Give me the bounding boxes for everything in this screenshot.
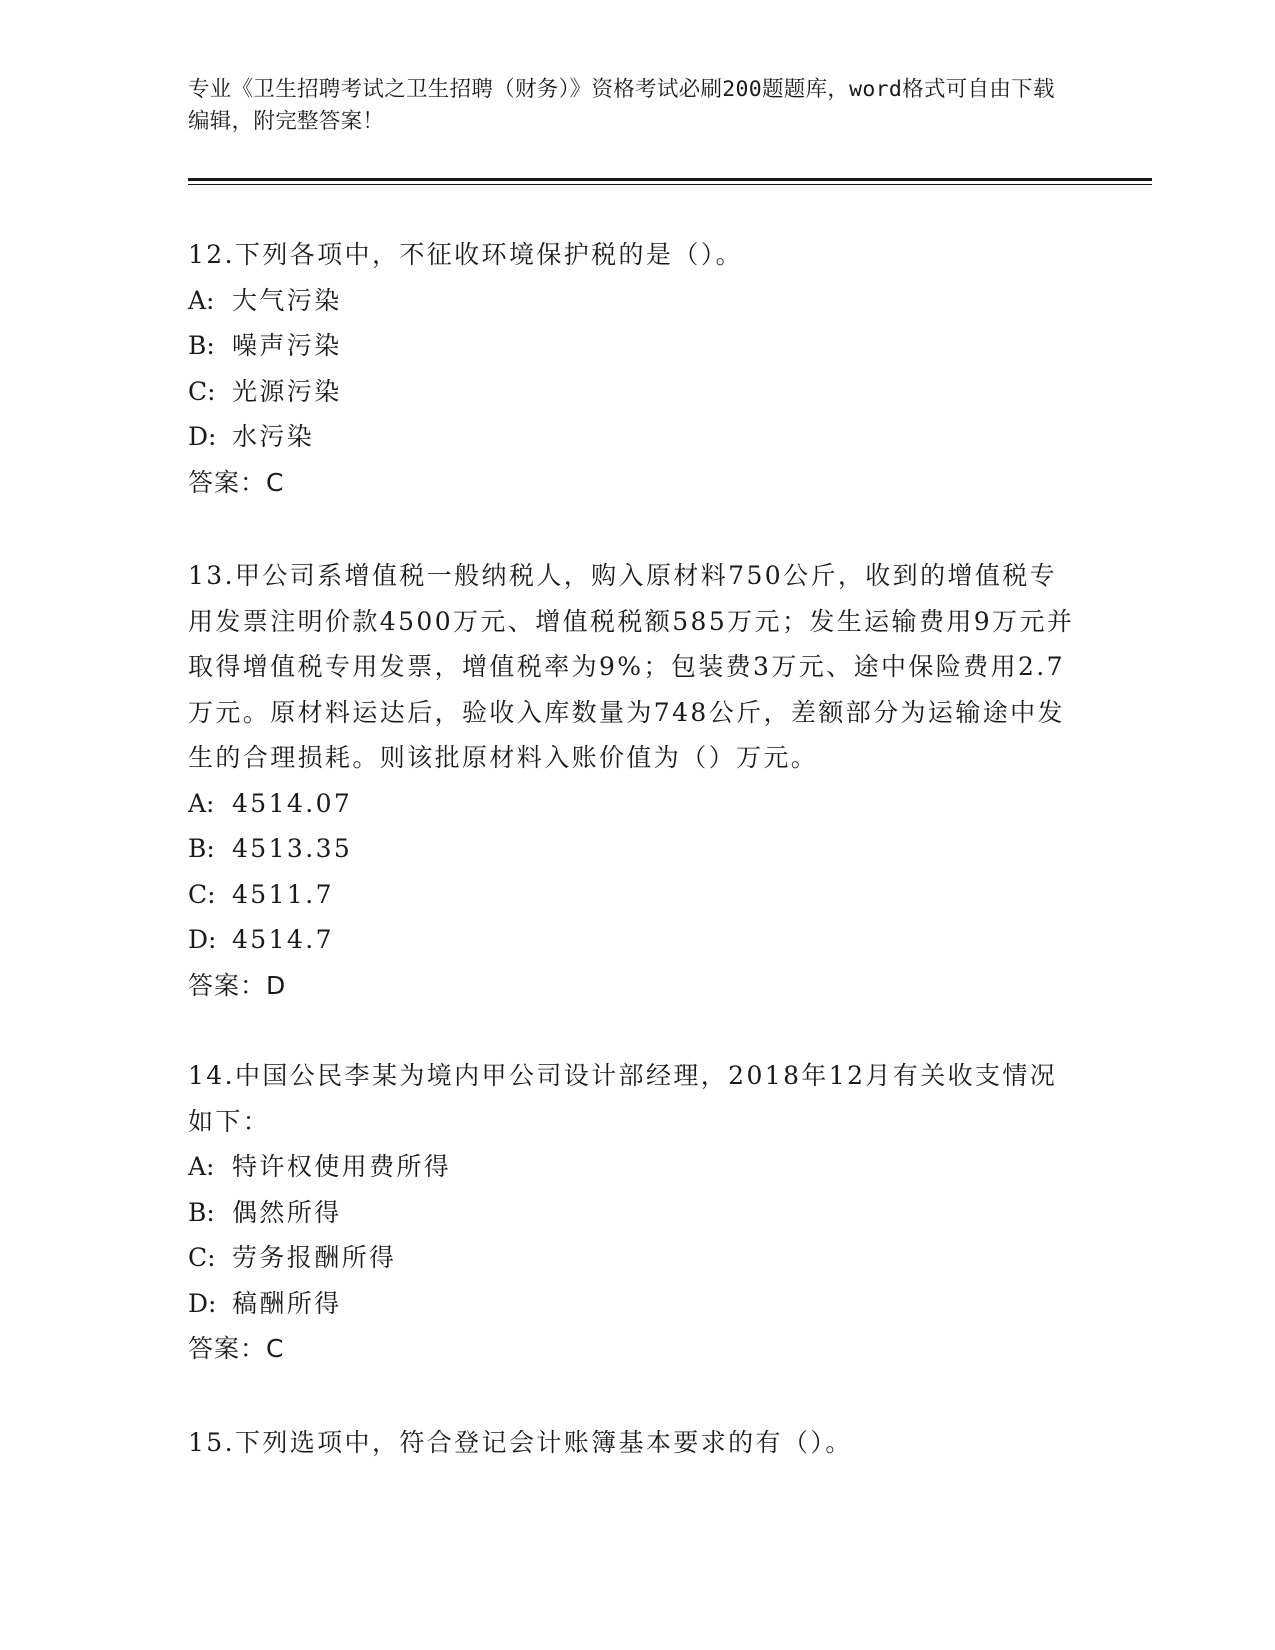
question-12 [188,232,1078,505]
option-text: 噪声污染 [232,331,342,360]
option-key: D: [188,1288,217,1318]
question-stem: 14.中国公民李某为境内甲公司设计部经理，2018年12月有关收支情况如下： [188,1061,1058,1136]
option-text: 水污染 [232,422,315,451]
option-text: 稿酬所得 [232,1288,342,1318]
option-text: 偶然所得 [232,1197,342,1227]
option-key: B: [188,331,215,360]
option-d [188,1281,1078,1327]
option-c [188,369,1078,415]
question-13 [188,553,1078,1008]
question-stem: 12.下列各项中，不征收环境保护税的是（）。 [188,240,744,269]
option-text: 劳务报酬所得 [232,1243,397,1272]
option-key: B: [188,1197,215,1227]
option-c [188,1235,1078,1281]
option-text: 大气污染 [232,285,342,315]
option-key: A: [188,1152,215,1181]
option-a [188,278,1078,324]
option-key: B: [188,834,215,863]
question-stem: 15.下列选项中，符合登记会计账簿基本要求的有（）。 [188,1428,853,1457]
option-b [188,1190,1078,1236]
option-text: 4514.7 [232,925,334,954]
header-divider-thin [188,184,1152,185]
option-key: C: [188,376,216,406]
option-key: A: [188,285,215,315]
question-stem: 13.甲公司系增值税一般纳税人，购入原材料750公斤，收到的增值税专用发票注明价款4500万元、增值税税额585万元；发生运输费用9万元并取得增值税专用发票，增值税率为9%；包装费3万元、途中保险费用2.7万元。原材料运达后，验收入库数量为748公斤，差额部分为运输途中发生的合理损耗。则该批原材料入账价值为（）万元。 [188,561,1075,772]
answer-line: 答案：C [188,467,285,497]
option-a [188,1144,1078,1190]
option-key: D: [188,422,217,451]
header-divider-thick [188,178,1152,181]
option-c [188,872,1078,918]
option-key: C: [188,1243,216,1272]
option-text: 4511.7 [232,879,334,909]
option-text: 4514.07 [232,788,353,818]
question-15 [188,1420,1078,1466]
option-a [188,781,1078,827]
option-text: 光源污染 [232,376,342,406]
document-header: 专业《卫生招聘考试之卫生招聘（财务）》资格考试必刷200题题库，word格式可自由下载编辑，附完整答案！ [188,77,1055,134]
answer-line: 答案：C [188,1334,285,1363]
question-14 [188,1053,1078,1372]
answer-line: 答案：D [188,970,287,1000]
option-key: A: [188,788,215,818]
option-b [188,826,1078,872]
option-text: 4513.35 [232,834,353,863]
option-text: 特许权使用费所得 [232,1152,452,1181]
option-d [188,414,1078,460]
option-key: C: [188,879,216,909]
option-key: D: [188,925,217,954]
option-b [188,323,1078,369]
option-d [188,917,1078,963]
